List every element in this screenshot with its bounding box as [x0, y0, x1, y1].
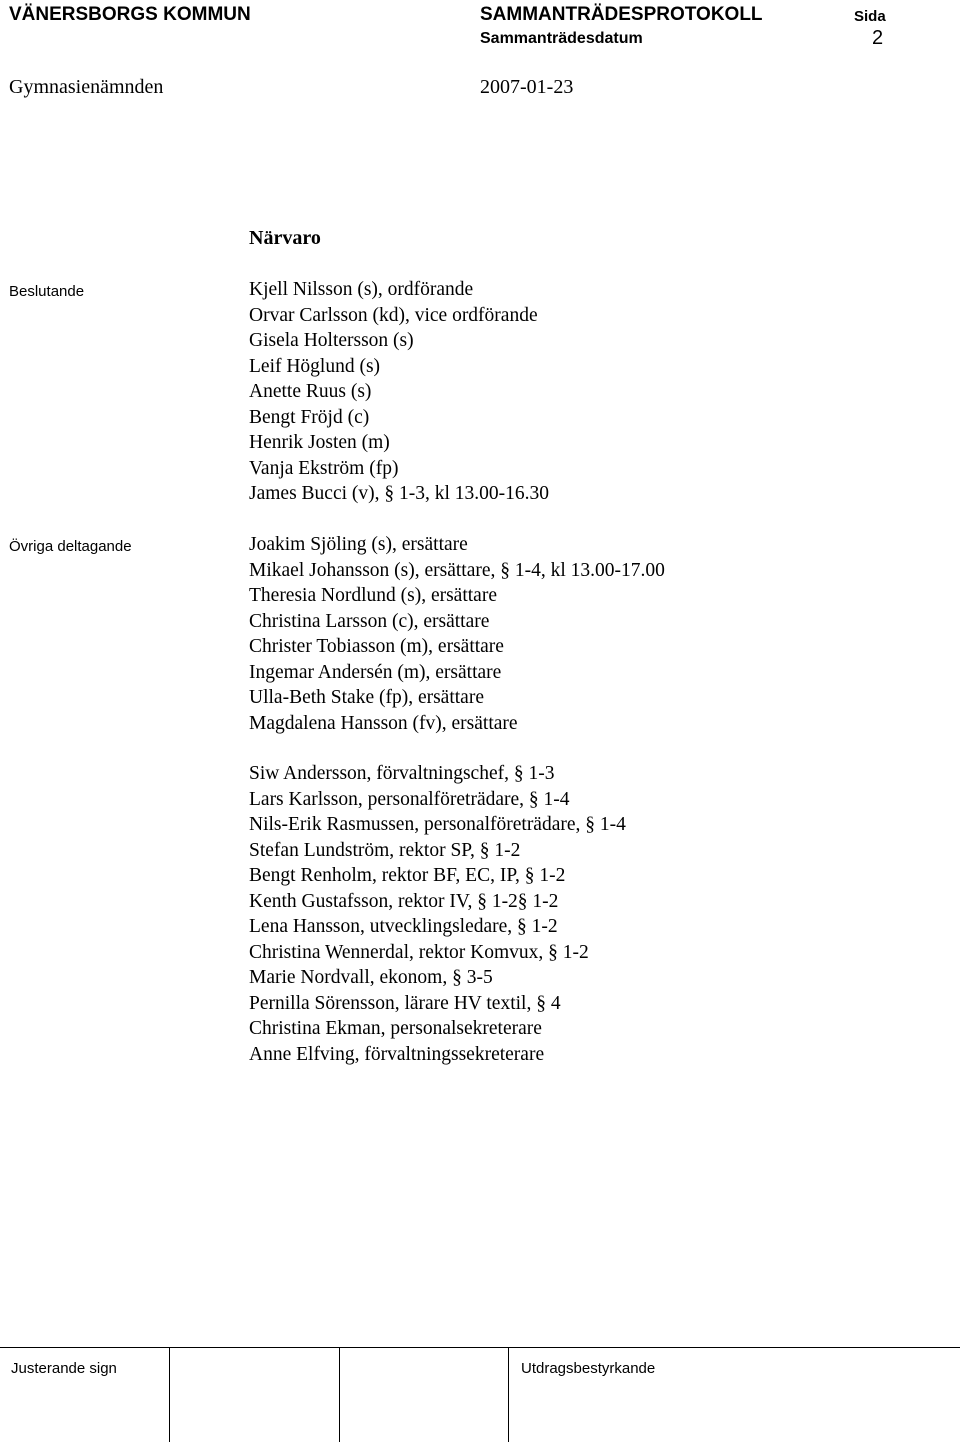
ovriga-label: Övriga deltagande	[9, 538, 132, 555]
list-item: Marie Nordvall, ekonom, § 3-5	[249, 967, 493, 988]
list-item: Lena Hansson, utvecklingsledare, § 1-2	[249, 916, 558, 937]
list-item: Bengt Renholm, rektor BF, EC, IP, § 1-2	[249, 865, 566, 886]
justerande-sign-label: Justerande sign	[11, 1360, 117, 1377]
list-item: Joakim Sjöling (s), ersättare	[249, 534, 468, 555]
list-item: Ingemar Andersén (m), ersättare	[249, 661, 502, 683]
list-item: Christer Tobiasson (m), ersättare	[249, 636, 504, 657]
list-item: Lars Karlsson, personalföreträdare, § 1-4	[249, 788, 570, 810]
list-item: Theresia Nordlund (s), ersättare	[249, 585, 497, 606]
list-item: Vanja Ekström (fp)	[249, 457, 399, 479]
beslutande-list	[249, 277, 549, 507]
footer-divider	[0, 1347, 960, 1348]
officials-list	[249, 761, 626, 1067]
list-item: Kenth Gustafsson, rektor IV, § 1-2§ 1-2	[249, 890, 559, 912]
meeting-date: 2007-01-23	[480, 76, 574, 98]
list-item: Christina Ekman, personalsekreterare	[249, 1018, 542, 1039]
list-item: Stefan Lundström, rektor SP, § 1-2	[249, 839, 521, 861]
utdragsbestyrkande-label: Utdragsbestyrkande	[521, 1360, 656, 1377]
section-title: Närvaro	[249, 227, 321, 249]
ersattare-list	[249, 532, 665, 736]
list-item: Christina Wennerdal, rektor Komvux, § 1-2	[249, 941, 589, 963]
list-item: Mikael Johansson (s), ersättare, § 1-4, kl 13.00-17.00	[249, 559, 665, 581]
list-item: Anne Elfving, förvaltningssekreterare	[249, 1043, 545, 1065]
list-item: Pernilla Sörensson, lärare HV textil, § 4	[249, 992, 561, 1014]
list-item: Orvar Carlsson (kd), vice ordförande	[249, 304, 538, 326]
list-item: Christina Larsson (c), ersättare	[249, 610, 490, 632]
list-item: Leif Höglund (s)	[249, 355, 381, 377]
beslutande-label: Beslutande	[9, 283, 85, 300]
list-item: Bengt Fröjd (c)	[249, 406, 370, 428]
list-item: James Bucci (v), § 1-3, kl 13.00-16.30	[249, 483, 550, 504]
document-type: SAMMANTRÄDESPROTOKOLL	[480, 4, 763, 25]
organization-name: VÄNERSBORGS KOMMUN	[9, 4, 251, 25]
list-item: Magdalena Hansson (fv), ersättare	[249, 712, 518, 734]
list-item: Anette Ruus (s)	[249, 381, 372, 402]
footer-cell-divider	[169, 1347, 170, 1442]
board-name: Gymnasienämnden	[9, 76, 164, 98]
meeting-date-label: Sammanträdesdatum	[480, 30, 643, 47]
footer-cell-divider	[508, 1347, 509, 1442]
footer-cell-divider	[339, 1347, 340, 1442]
list-item: Siw Andersson, förvaltningschef, § 1-3	[249, 763, 555, 784]
list-item: Kjell Nilsson (s), ordförande	[249, 279, 474, 300]
list-item: Nils-Erik Rasmussen, personalföreträdare, § 1-4	[249, 814, 626, 835]
page-label: Sida	[854, 8, 886, 25]
list-item: Ulla-Beth Stake (fp), ersättare	[249, 687, 484, 708]
list-item: Gisela Holtersson (s)	[249, 330, 414, 351]
page-number: 2	[872, 27, 884, 49]
list-item: Henrik Josten (m)	[249, 432, 390, 453]
